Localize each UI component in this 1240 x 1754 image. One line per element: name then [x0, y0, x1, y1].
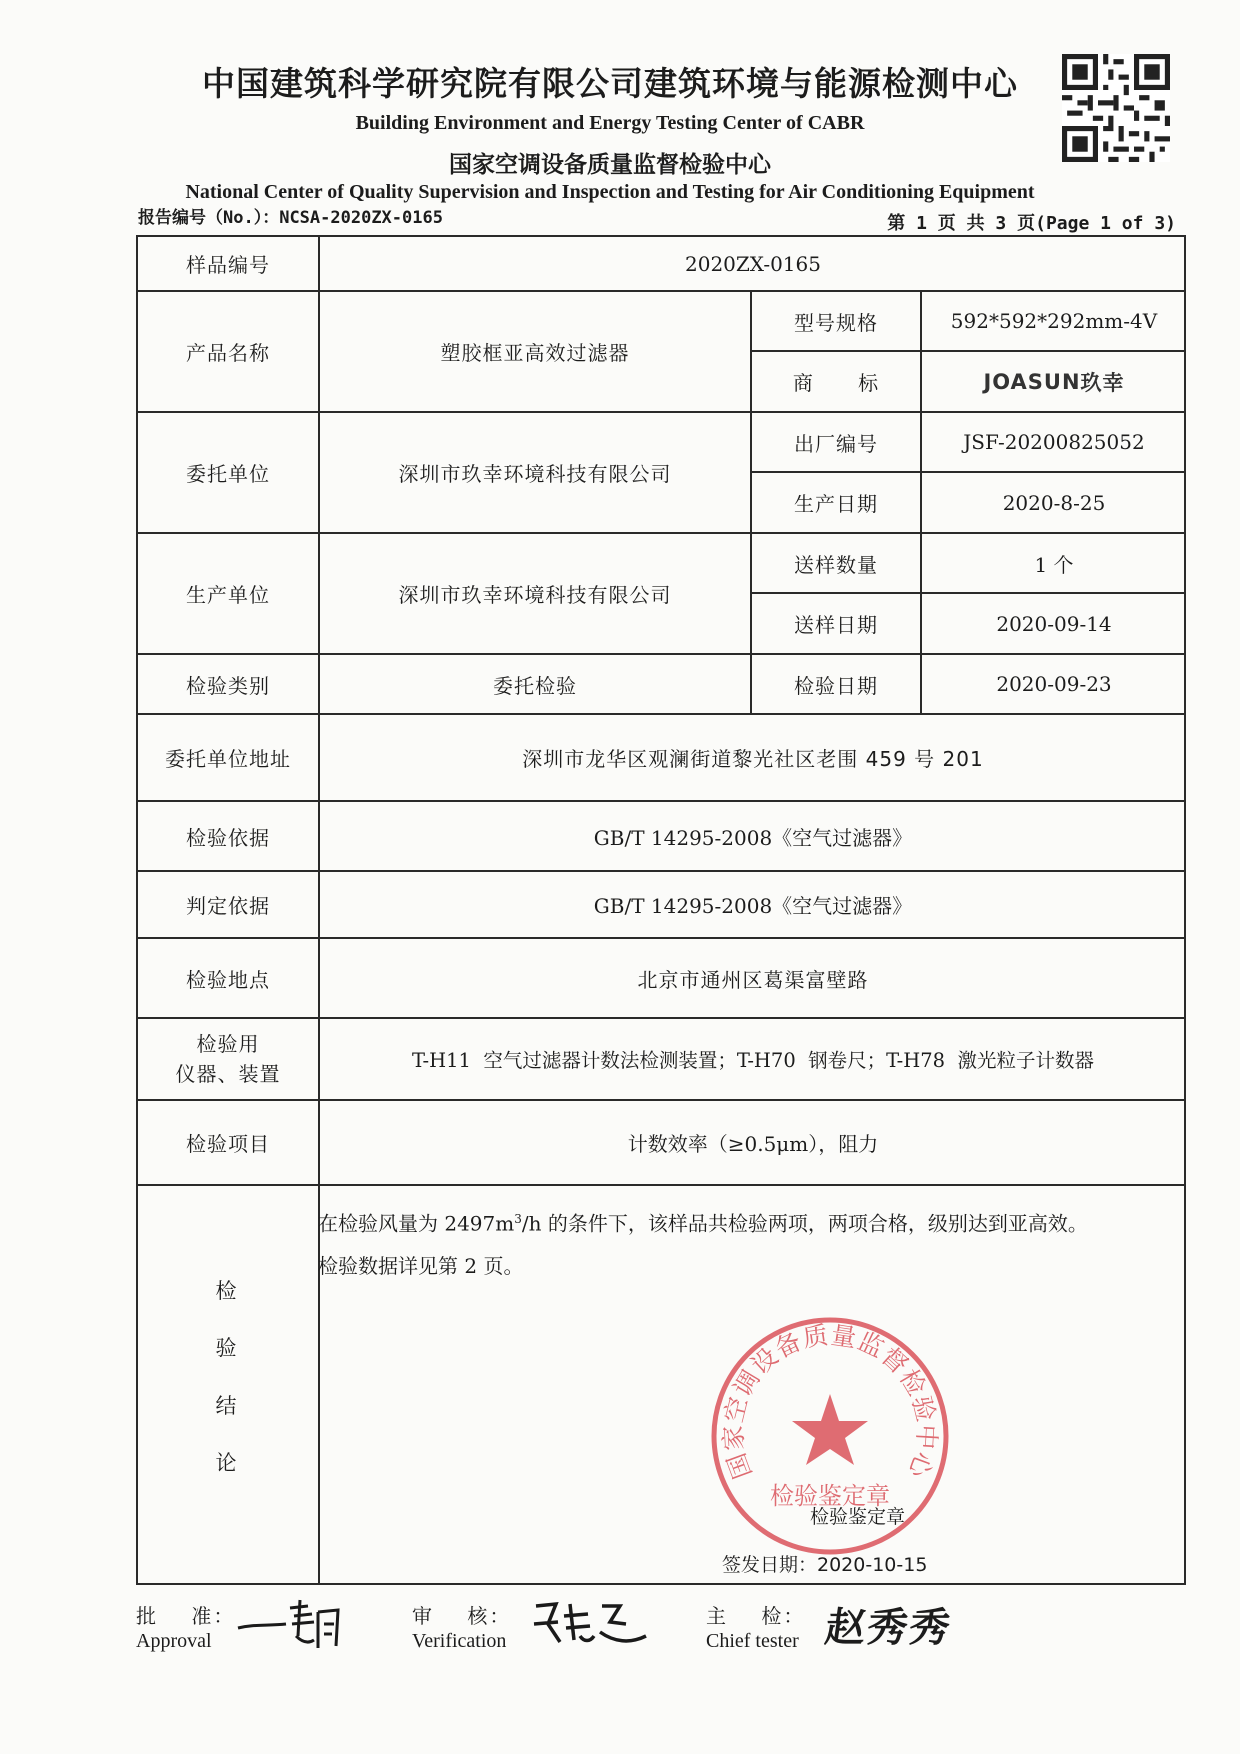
equipment-label-line1: 检验用 — [196, 1032, 260, 1056]
conclusion-superscript: 3 — [514, 1212, 522, 1226]
chief-tester-label-en: Chief tester — [706, 1630, 799, 1652]
brand-label: 商 标 — [792, 371, 880, 395]
test-date-label: 检验日期 — [794, 673, 878, 698]
client-label: 委托单位 — [186, 462, 270, 486]
approval-label-en: Approval — [136, 1630, 212, 1652]
row-divider — [136, 1184, 1186, 1186]
send-date-value: 2020-09-14 — [996, 611, 1112, 636]
brand-logo-cn: 玖幸 — [1080, 370, 1125, 395]
equipment-label — [138, 1019, 318, 1099]
equipment-label-line2: 仪器、装置 — [175, 1062, 281, 1086]
qr-code-icon — [1062, 54, 1170, 162]
manufacturer-value: 深圳市玖幸环境科技有限公司 — [398, 583, 672, 607]
qty-label: 送样数量 — [794, 552, 878, 577]
verification-label-en: Verification — [412, 1630, 507, 1652]
basis-value: GB/T 14295-2008《空气过滤器》 — [593, 825, 913, 850]
conclusion-label-char: 论 — [215, 1451, 237, 1475]
conclusion-line-2: 检验数据详见第 2 页。 — [318, 1253, 524, 1278]
address-label: 委托单位地址 — [165, 747, 291, 771]
product-name-label: 产品名称 — [186, 341, 270, 365]
verification-label-cn: 审 核： — [412, 1604, 512, 1628]
model-label: 型号规格 — [794, 310, 878, 335]
items-label: 检验项目 — [186, 1132, 270, 1156]
judge-label: 判定依据 — [186, 894, 270, 918]
page-indicator: 第 1 页 共 3 页(Page 1 of 3) — [887, 213, 1176, 234]
report-number: 报告编号（No.）：NCSA-2020ZX-0165 — [138, 208, 443, 228]
center-title-cn: 中国建筑科学研究院有限公司建筑环境与能源检测中心 — [202, 64, 1018, 103]
issue-date: 签发日期：2020-10-15 — [722, 1554, 928, 1576]
basis-label: 检验依据 — [186, 825, 270, 850]
national-center-title-cn: 国家空调设备质量监督检验中心 — [449, 152, 771, 178]
judge-value: GB/T 14295-2008《空气过滤器》 — [593, 894, 913, 918]
center-title-en: Building Environment and Energy Testing Center of CABR — [355, 112, 865, 134]
address-value: 深圳市龙华区观澜街道黎光社区老围 459 号 201 — [522, 747, 984, 771]
stamp-caption: 检验鉴定章 — [810, 1506, 906, 1528]
place-label: 检验地点 — [186, 967, 270, 992]
conclusion-label-char: 验 — [215, 1336, 237, 1360]
sample-no-label: 样品编号 — [186, 253, 270, 277]
chief-tester-signature: 赵秀秀 — [822, 1604, 955, 1651]
conclusion-line-1-a: 在检验风量为 2497m — [318, 1211, 515, 1236]
conclusion-label-char: 检 — [215, 1279, 237, 1303]
equipment-value: T-H11 空气过滤器计数法检测装置；T-H70 钢卷尺；T-H78 激光粒子计数器 — [412, 1049, 1094, 1072]
stamp-arc-text: 国家空调设备质量监督检验中心 — [718, 1320, 942, 1483]
brand-logo-text: JOASUN — [983, 369, 1081, 394]
sample-no-value: 2020ZX-0165 — [685, 251, 821, 276]
national-center-title-en: National Center of Quality Supervision and Inspection and Testing for Air Conditioning Equipment — [185, 181, 1035, 203]
chief-tester-label-cn: 主 检： — [706, 1604, 806, 1628]
test-type-label: 检验类别 — [186, 673, 270, 698]
manufacturer-label: 生产单位 — [186, 583, 270, 607]
prod-date-value: 2020-8-25 — [1002, 490, 1106, 515]
conclusion-line-1 — [318, 1198, 1178, 1245]
stamp-bottom-text: 检验鉴定章 — [770, 1482, 890, 1510]
product-name-value: 塑胶框亚高效过滤器 — [440, 341, 630, 365]
conclusion-line-1-b: /h 的条件下，该样品共检验两项，两项合格，级别达到亚高效。 — [521, 1211, 1088, 1236]
brand-logo — [922, 352, 1186, 411]
conclusion-label-char: 结 — [215, 1394, 237, 1418]
approval-signature — [234, 1594, 346, 1656]
send-date-label: 送样日期 — [794, 613, 878, 637]
factory-no-value: JSF-20200825052 — [963, 430, 1145, 454]
prod-date-label: 生产日期 — [794, 492, 878, 516]
items-value: 计数效率（≥0.5μm），阻力 — [627, 1132, 879, 1156]
test-date-value: 2020-09-23 — [996, 672, 1112, 696]
factory-no-label: 出厂编号 — [794, 431, 878, 456]
test-type-value: 委托检验 — [493, 673, 577, 698]
qty-value: 1 个 — [1034, 552, 1074, 577]
client-value: 深圳市玖幸环境科技有限公司 — [398, 462, 672, 486]
approval-label-cn: 批 准： — [136, 1604, 236, 1628]
verification-signature — [530, 1596, 650, 1652]
stamp-star-icon — [792, 1394, 868, 1465]
conclusion-text — [318, 1198, 1178, 1287]
place-value: 北京市通州区葛渠富壁路 — [637, 967, 869, 992]
model-value: 592*592*292mm-4V — [950, 309, 1158, 333]
